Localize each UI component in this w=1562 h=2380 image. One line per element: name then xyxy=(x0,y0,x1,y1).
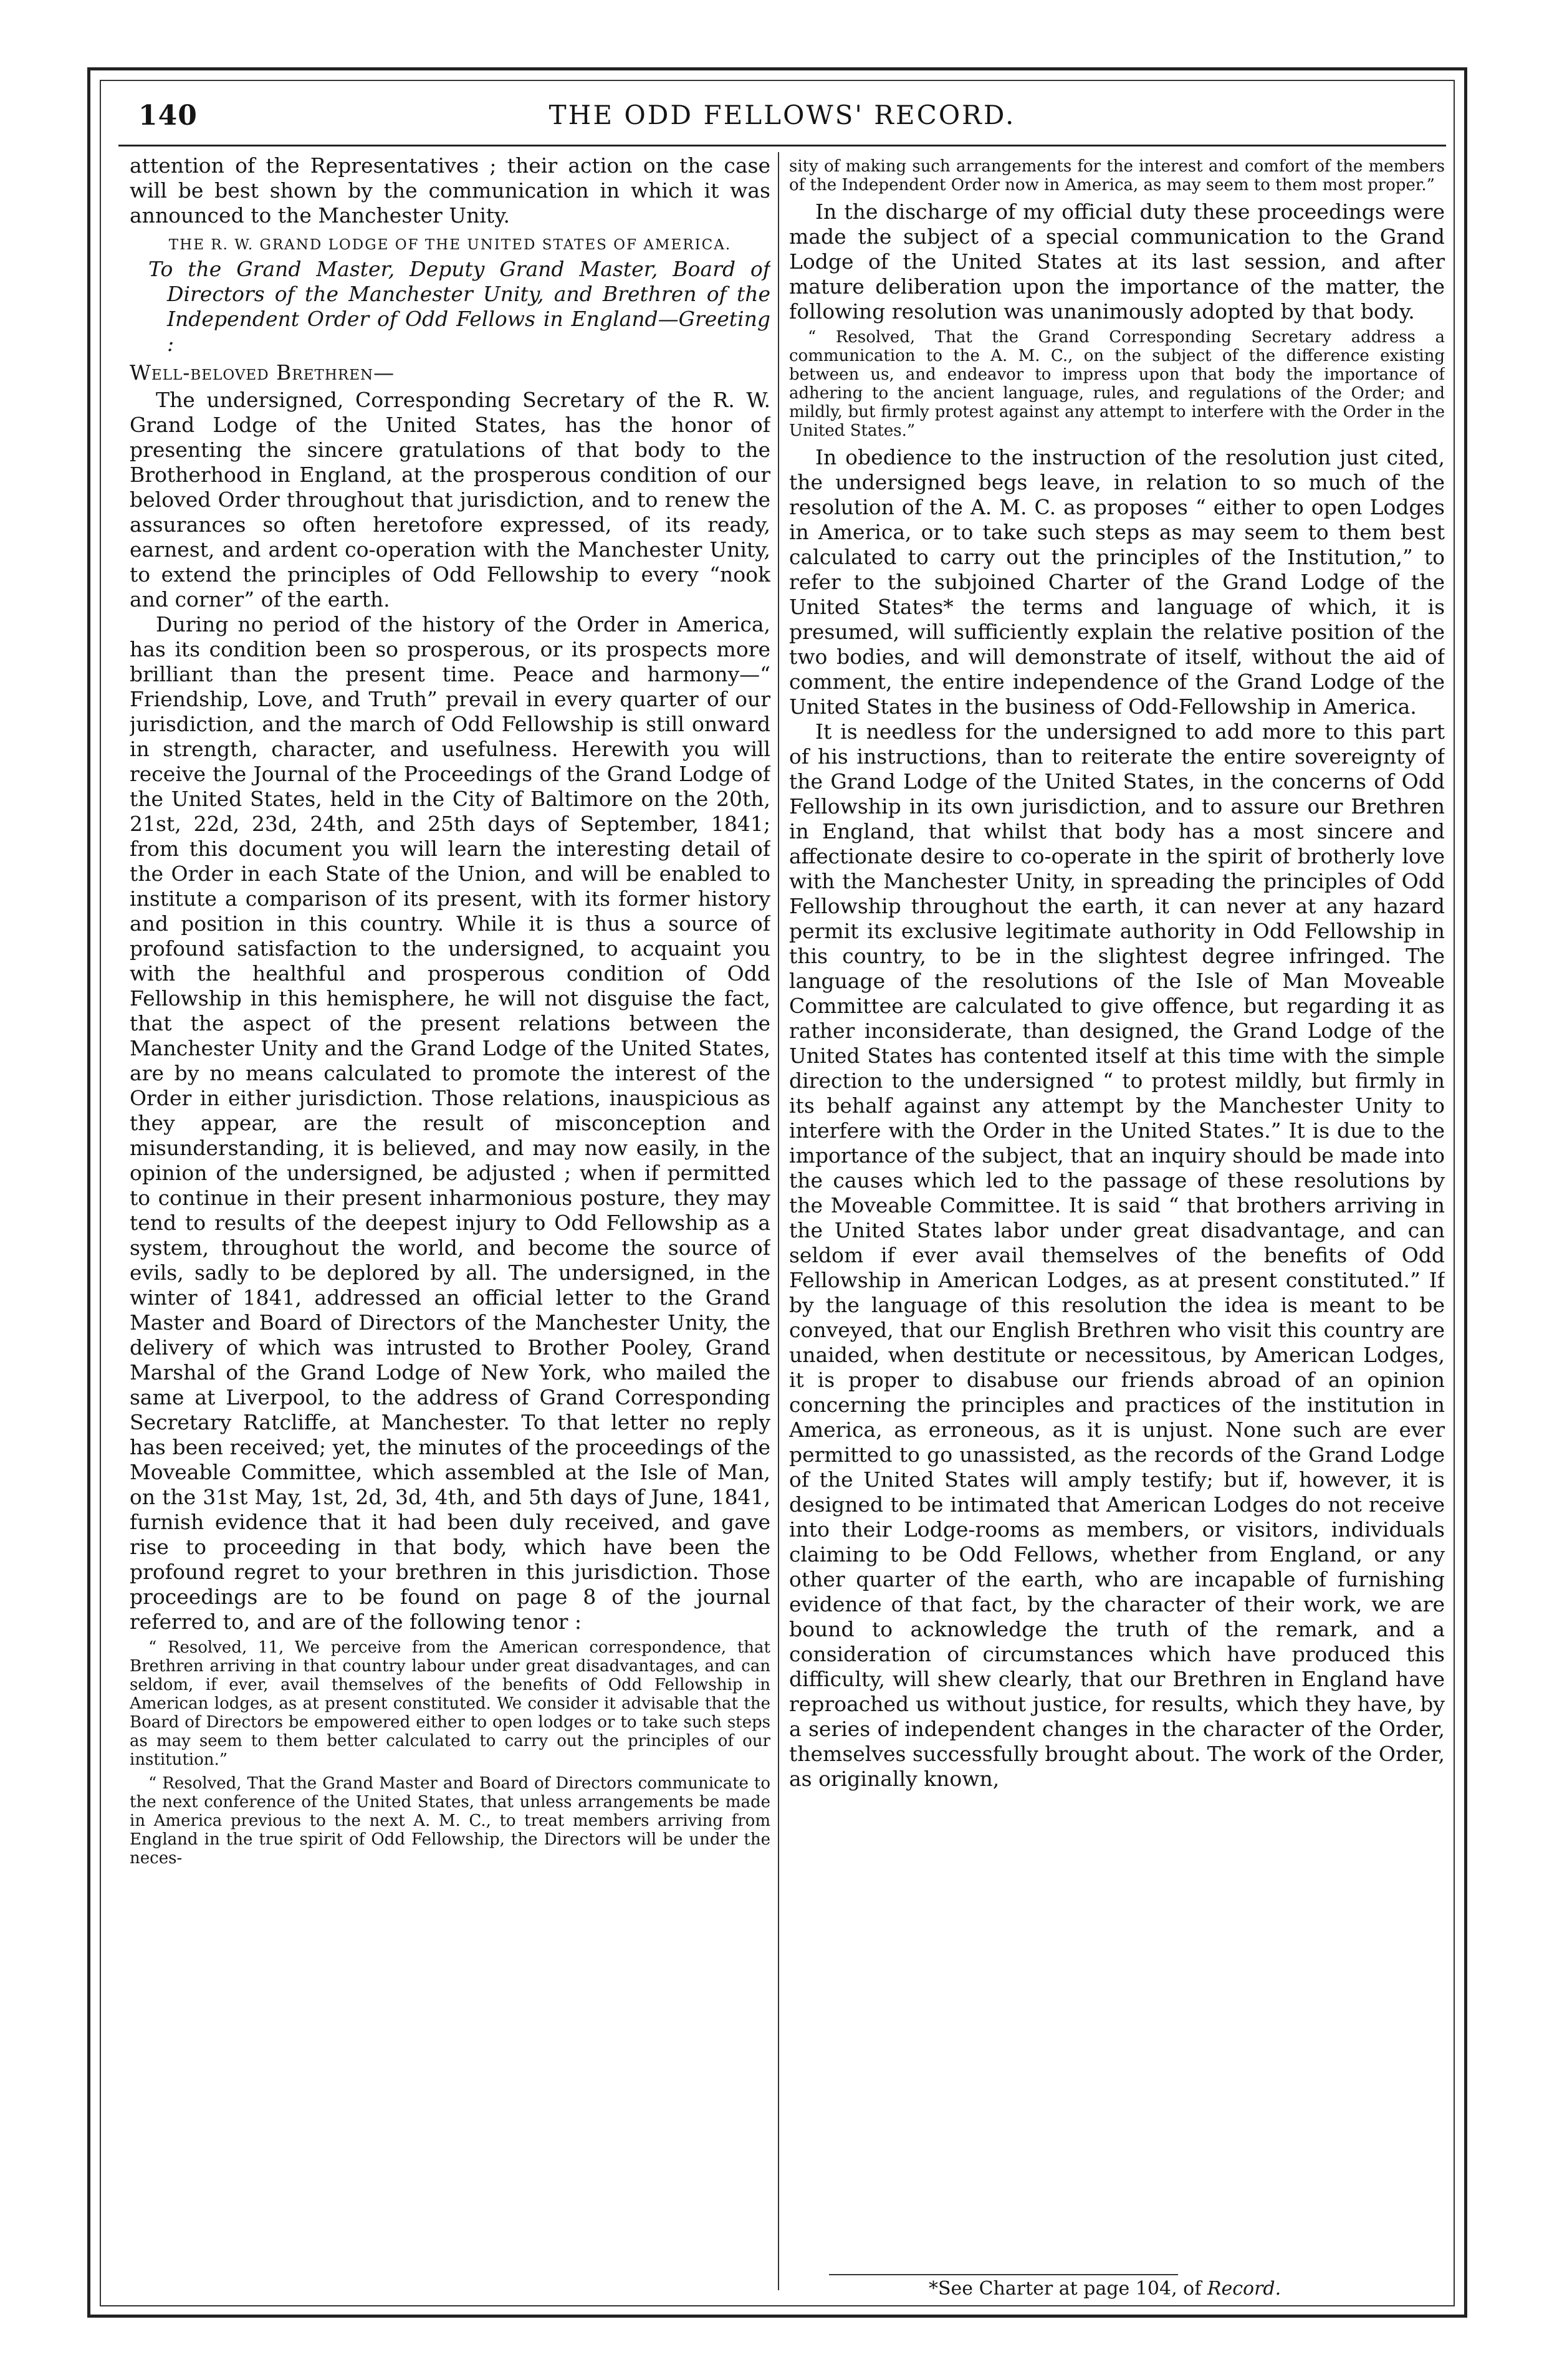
body-paragraph: In the discharge of my official duty these proceedings were made the subject of a special communication to the Grand Lodge of the United States at its last session, and after mature deliberation upon the importance of the matter, the following resolution was unanimously adopted by that body. xyxy=(789,199,1445,324)
salutation: Well-beloved Brethren— xyxy=(130,360,395,385)
body-paragraph: It is needless for the undersigned to add more to this part of his instructions, than to reiterate the entire sovereignty of the Grand Lodge of the United States, in the concerns of Odd Fellowship in its own jurisdiction, and to assure our Brethren in England, that whilst that body has a most sincere and affectionate desire to co-operate in the spirit of brotherly love with the Manchester Unity, in spreading the principles of Odd Fellowship throughout the earth, it can never at any hazard permit its exclusive legitimate authority in Odd Fellowship in this country, to be in the slightest degree infringed. The language of the resolutions of the Isle of Man Moveable Committee are calculated to give offence, but regarding it as rather inconsiderate, than designed, the Grand Lodge of the United States has contented itself at this time with the simple direction to the undersigned “ to protest mildly, but firmly in its behalf against any attempt by the Manchester Unity to interfere with the Order in the United States.” It is due to the importance of the subject, that an inquiry should be made into the causes which led to the passage of these resolutions by the Moveable Committee. It is said “ that brothers arriving in the United States labor under great disadvantage, and can seldom if ever avail themselves of the benefits of Odd Fellowship in American Lodges, as at present constituted.” If by the language of this resolution the idea is meant to be conveyed, that our English Brethren who visit this country are unaided, when destitute or necessitous, by American Lodges, it is proper to disabuse our friends abroad of an opinion concerning the principles and practices of the institution in America, as erroneous, as it is unjust. None such are ever permitted to go unassisted, as the records of the Grand Lodge of the United States will amply testify; but if, however, it is designed to be intimated that American Lodges do not receive into their Lodge-rooms as members, or visitors, individuals claiming to be Odd Fellows, whether from England, or any other quarter of the earth, who are incapable of furnishing evidence of that fact, by the character of their work, we are bound to acknowledge the truth of the remark, and a consideration of circumstances which have produced this difficulty, will shew clearly, that our Brethren in England have reproached us without justice, for results, which they have, by a series of independent changes in the character of the Order, themselves successfully brought about. The work of the Order, as originally known, xyxy=(789,719,1445,1791)
quoted-resolution-continued: sity of making such arrangements for the interest and comfort of the members of the Independent Order now in America, as may seem to them most proper.” xyxy=(789,157,1445,194)
column-divider xyxy=(778,152,779,2290)
right-column xyxy=(789,153,1445,2285)
running-title: THE ODD FELLOWS' RECORD. xyxy=(549,100,1016,130)
body-paragraph: During no period of the history of the Order in America, has its condition been so prosperous, or its prospects more brilliant than the present time. Peace and harmony—“ Friendship, Love, and Truth” prevail in every quarter of our jurisdiction, and the march of Odd Fellowship is still onward in strength, character, and usefulness. Herewith you will receive the Journal of the Proceedings of the Grand Lodge of the United States, held in the City of Baltimore on the 20th, 21st, 22d, 23d, 24th, and 25th days of September, 1841; from this document you will learn the interesting detail of the Order in each State of the Union, and will be enabled to institute a comparison of its present, with its former history and position in this country. While it is thus a source of profound satisfaction to the undersigned, to acquaint you with the healthful and prosperous condition of Odd Fellowship in this hemisphere, he will not disguise the fact, that the aspect of the present relations between the Manchester Unity and the Grand Lodge of the United States, are by no means calculated to promote the interest of the Order in either jurisdiction. Those relations, inauspicious as they appear, are the result of misconception and misunderstanding, it is believed, and may now easily, in the opinion of the undersigned, be adjusted ; when if permitted to continue in their present inharmonious posture, they may tend to results of the deepest injury to Odd Fellowship as a system, throughout the world, and become the source of evils, sadly to be deplored by all. The undersigned, in the winter of 1841, addressed an official letter to the Grand Master and Board of Directors of the Manchester Unity, the delivery of which was intrusted to Brother Pooley, Grand Marshal of the Grand Lodge of New York, who mailed the same at Liverpool, to the address of Grand Corresponding Secretary Ratcliffe, at Manchester. To that letter no reply has been received; yet, the minutes of the proceedings of the Moveable Committee, which assembled at the Isle of Man, on the 31st May, 1st, 2d, 3d, 4th, and 5th days of June, 1841, furnish evidence that it had been duly received, and gave rise to proceeding in that body, which have been the profound regret to your brethren in this jurisdiction. Those proceedings are to be found on page 8 of the journal referred to, and are of the following tenor : xyxy=(130,612,770,1634)
running-header xyxy=(118,92,1446,142)
footnote xyxy=(929,2278,1281,2300)
letter-address: To the Grand Master, Deputy Grand Master, Board of Directors of the Manchester Unity, and Brethren of the Independent Order of Odd Fellows in England—Greeting : xyxy=(148,257,770,356)
header-rule xyxy=(118,145,1446,146)
left-column xyxy=(130,153,770,2285)
body-paragraph: The undersigned, Corresponding Secretary of the R. W. Grand Lodge of the United States, has the honor of presenting the sincere gratulations of that body to the Brotherhood in England, at the prosperous condition of our beloved Order throughout that jurisdiction, and to renew the assurances so often heretofore expressed, of its ready, earnest, and ardent co-operation with the Manchester Unity, to extend the principles of Odd Fellowship to every “nook and corner” of the earth. xyxy=(130,388,770,612)
body-paragraph: In obedience to the instruction of the resolution just cited, the undersigned begs leave, in relation to so much of the resolution of the A. M. C. as proposes “ either to open Lodges in America, or to take such steps as may seem to them best calculated to carry out the principles of the Institution,” to refer to the subjoined Charter of the Grand Lodge of the United States* the terms and language of which, it is presumed, will sufficiently explain the relative position of the two bodies, and will demonstrate of itself, without the aid of comment, the entire independence of the Grand Lodge of the United States in the business of Odd-Fellowship in America. xyxy=(789,445,1445,719)
letter-heading: THE R. W. GRAND LODGE OF THE UNITED STATES OF AMERICA. xyxy=(168,237,732,253)
footnote-rule xyxy=(829,2274,1178,2275)
intro-paragraph: attention of the Representatives ; their action on the case will be best shown by the communication in which it was announced to the Manchester Unity. xyxy=(130,153,770,228)
page-number: 140 xyxy=(138,100,198,132)
quoted-resolution: “ Resolved, 11, We perceive from the American correspondence, that Brethren arriving in that country labour under great disadvantages, and can seldom, if ever, avail themselves of the benefits of Odd Fellowship in American lodges, as at present constituted. We consider it advisable that the Board of Directors be empowered either to open lodges or to take such steps as may seem to them better calculated to carry out the principles of our institution.” xyxy=(130,1638,770,1769)
quoted-resolution: “ Resolved, That the Grand Corresponding Secretary address a communication to the A. M. C., on the subject of the difference existing between us, and endeavor to impress upon that body the importance of adhering to the ancient language, rules, and regulations of the Order; and mildly, but firmly protest against any attempt to interfere with the Order in the United States.” xyxy=(789,328,1445,440)
quoted-resolution: “ Resolved, That the Grand Master and Board of Directors communicate to the next conference of the United States, that unless arrangements be made in America previous to the next A. M. C., to treat members arriving from England in the true spirit of Odd Fellowship, the Directors will be under the neces- xyxy=(130,1774,770,1868)
footnote-italic: Record. xyxy=(1207,2278,1282,2300)
footnote-text: *See Charter at page 104, of xyxy=(929,2278,1202,2300)
